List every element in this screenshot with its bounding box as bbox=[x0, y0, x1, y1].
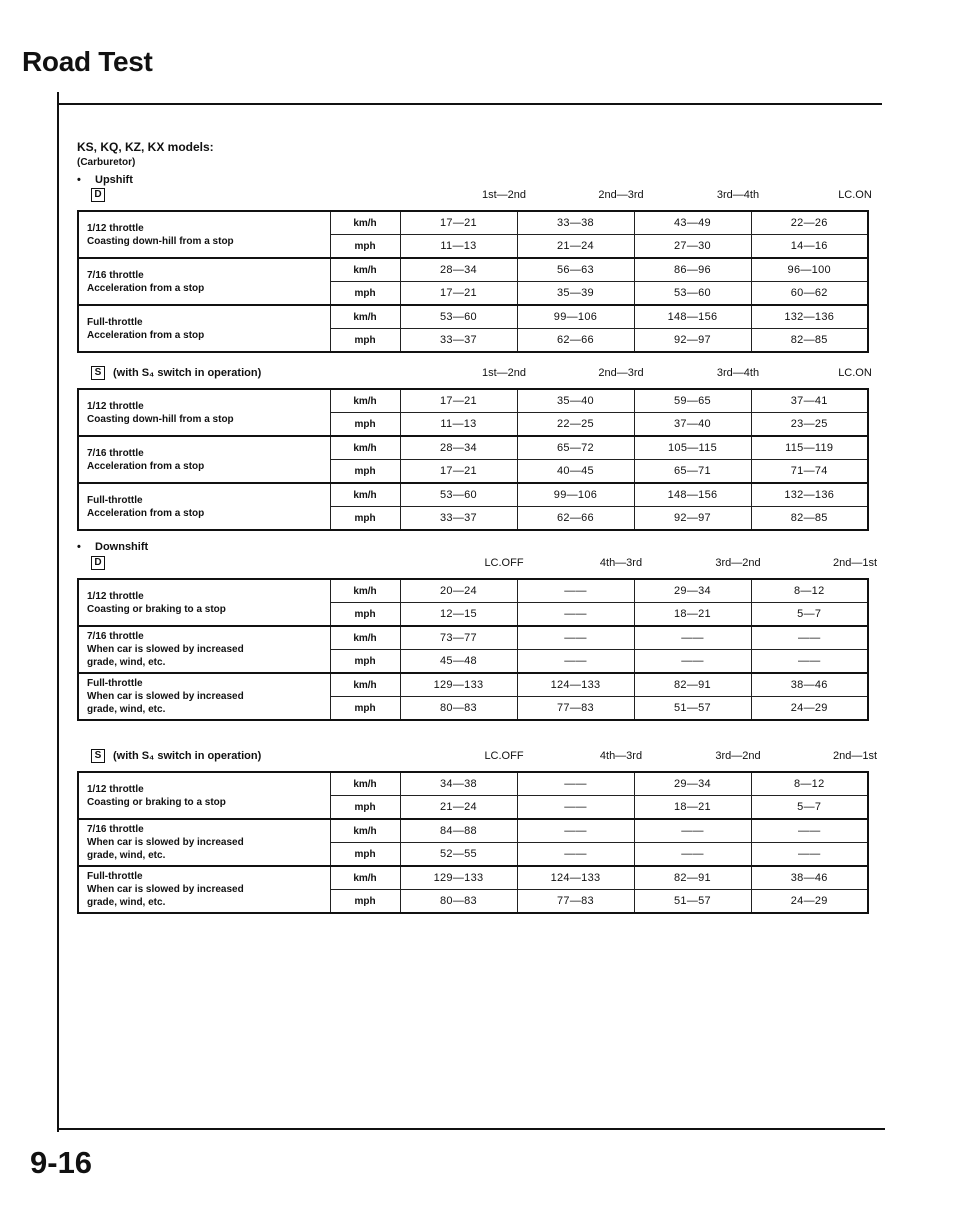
speed-value-cell: —— bbox=[751, 819, 868, 843]
speed-value-cell: 24—29 bbox=[751, 890, 868, 914]
frame-left-rule bbox=[57, 92, 59, 1132]
column-header: 3rd—4th bbox=[716, 367, 760, 379]
speed-value-cell: 17—21 bbox=[400, 282, 517, 306]
speed-value-cell: —— bbox=[517, 650, 634, 674]
column-header: 1st—2nd bbox=[481, 189, 527, 201]
table-row bbox=[78, 483, 868, 507]
speed-value-cell: —— bbox=[517, 819, 634, 843]
condition-line: When car is slowed by increased bbox=[87, 691, 244, 702]
section-header bbox=[77, 366, 877, 382]
speed-value-cell: —— bbox=[517, 579, 634, 603]
speed-value-cell: 38—46 bbox=[751, 673, 868, 697]
condition-line: grade, wind, etc. bbox=[87, 897, 166, 908]
downshift-table-s bbox=[77, 771, 869, 914]
speed-value-cell: 62—66 bbox=[517, 507, 634, 531]
speed-value-cell: 82—91 bbox=[634, 673, 751, 697]
speed-value-cell: 35—39 bbox=[517, 282, 634, 306]
unit-cell: mph bbox=[330, 796, 400, 820]
unit-cell: mph bbox=[330, 235, 400, 259]
condition-line: 1/12 throttle bbox=[87, 222, 144, 234]
condition-line: Full-throttle bbox=[87, 316, 143, 328]
unit-cell: mph bbox=[330, 843, 400, 867]
speed-value-cell: 8—12 bbox=[751, 772, 868, 796]
speed-value-cell: 24—29 bbox=[751, 697, 868, 721]
unit-cell: km/h bbox=[330, 211, 400, 235]
condition-line: When car is slowed by increased bbox=[87, 644, 244, 655]
speed-value-cell: —— bbox=[751, 843, 868, 867]
speed-value-cell: 11—13 bbox=[400, 413, 517, 437]
speed-value-cell: 22—25 bbox=[517, 413, 634, 437]
upshift-table-s bbox=[77, 388, 869, 531]
unit-cell: km/h bbox=[330, 819, 400, 843]
s-mode-icon: S bbox=[91, 749, 105, 763]
unit-cell: mph bbox=[330, 413, 400, 437]
table-row bbox=[78, 772, 868, 796]
speed-value-cell: 71—74 bbox=[751, 460, 868, 484]
column-header: LC.ON bbox=[838, 367, 872, 379]
speed-value-cell: 5—7 bbox=[751, 603, 868, 627]
frame-top-rule bbox=[57, 103, 882, 105]
frame-bottom-rule bbox=[57, 1128, 885, 1130]
unit-cell: mph bbox=[330, 329, 400, 353]
speed-value-cell: 86—96 bbox=[634, 258, 751, 282]
speed-value-cell: —— bbox=[751, 650, 868, 674]
speed-value-cell: 21—24 bbox=[517, 235, 634, 259]
table-row bbox=[78, 436, 868, 460]
downshift-label-text: Downshift bbox=[95, 541, 149, 553]
table-row bbox=[78, 866, 868, 890]
speed-value-cell: —— bbox=[517, 626, 634, 650]
unit-cell: mph bbox=[330, 507, 400, 531]
speed-value-cell: 65—71 bbox=[634, 460, 751, 484]
speed-value-cell: 99—106 bbox=[517, 305, 634, 329]
speed-value-cell: 33—38 bbox=[517, 211, 634, 235]
speed-value-cell: —— bbox=[634, 843, 751, 867]
speed-value-cell: 37—41 bbox=[751, 389, 868, 413]
speed-value-cell: —— bbox=[517, 843, 634, 867]
condition-cell bbox=[78, 626, 330, 673]
condition-line: Full-throttle bbox=[87, 494, 143, 506]
condition-cell bbox=[78, 673, 330, 720]
speed-value-cell: 11—13 bbox=[400, 235, 517, 259]
table-row bbox=[78, 579, 868, 603]
unit-cell: mph bbox=[330, 603, 400, 627]
unit-cell: mph bbox=[330, 282, 400, 306]
column-header: 4th—3rd bbox=[599, 750, 643, 762]
speed-value-cell: 53—60 bbox=[400, 305, 517, 329]
speed-value-cell: 33—37 bbox=[400, 507, 517, 531]
models-subheading: (Carburetor) bbox=[77, 157, 136, 168]
page-title: Road Test bbox=[22, 46, 153, 77]
table-row bbox=[78, 305, 868, 329]
speed-value-cell: 92—97 bbox=[634, 507, 751, 531]
s-mode-icon: S bbox=[91, 366, 105, 380]
condition-cell bbox=[78, 436, 330, 483]
speed-value-cell: 80—83 bbox=[400, 890, 517, 914]
speed-value-cell: 99—106 bbox=[517, 483, 634, 507]
condition-line: grade, wind, etc. bbox=[87, 850, 166, 861]
unit-cell: km/h bbox=[330, 258, 400, 282]
upshift-table-d bbox=[77, 210, 869, 353]
column-header: 3rd—4th bbox=[716, 189, 760, 201]
models-heading: KS, KQ, KZ, KX models: bbox=[77, 140, 214, 154]
condition-line: 7/16 throttle bbox=[87, 269, 144, 281]
section-note: (with S₄ switch in operation) bbox=[113, 367, 262, 379]
speed-value-cell: 29—34 bbox=[634, 772, 751, 796]
column-header: 1st—2nd bbox=[481, 367, 527, 379]
speed-value-cell: 62—66 bbox=[517, 329, 634, 353]
speed-value-cell: 115—119 bbox=[751, 436, 868, 460]
condition-line: Full-throttle bbox=[87, 678, 143, 689]
speed-value-cell: 53—60 bbox=[634, 282, 751, 306]
speed-value-cell: 124—133 bbox=[517, 866, 634, 890]
condition-line: 1/12 throttle bbox=[87, 590, 144, 602]
bullet: • bbox=[77, 541, 81, 553]
condition-line: When car is slowed by increased bbox=[87, 837, 244, 848]
speed-value-cell: 129—133 bbox=[400, 866, 517, 890]
unit-cell: mph bbox=[330, 890, 400, 914]
speed-value-cell: 105—115 bbox=[634, 436, 751, 460]
condition-line: Acceleration from a stop bbox=[87, 507, 205, 519]
speed-value-cell: 17—21 bbox=[400, 460, 517, 484]
condition-line: Coasting or braking to a stop bbox=[87, 796, 226, 808]
speed-value-cell: 33—37 bbox=[400, 329, 517, 353]
speed-value-cell: 23—25 bbox=[751, 413, 868, 437]
speed-value-cell: 35—40 bbox=[517, 389, 634, 413]
condition-cell bbox=[78, 258, 330, 305]
table-row bbox=[78, 819, 868, 843]
condition-cell bbox=[78, 866, 330, 913]
condition-cell bbox=[78, 819, 330, 866]
condition-line: Coasting or braking to a stop bbox=[87, 603, 226, 615]
speed-value-cell: —— bbox=[634, 626, 751, 650]
condition-cell bbox=[78, 579, 330, 626]
speed-value-cell: 14—16 bbox=[751, 235, 868, 259]
unit-cell: mph bbox=[330, 460, 400, 484]
unit-cell: km/h bbox=[330, 579, 400, 603]
unit-cell: km/h bbox=[330, 305, 400, 329]
column-header: 3rd—2nd bbox=[715, 750, 761, 762]
speed-value-cell: 51—57 bbox=[634, 697, 751, 721]
column-header: 4th—3rd bbox=[599, 557, 643, 569]
speed-value-cell: 77—83 bbox=[517, 697, 634, 721]
page-number: 9-16 bbox=[30, 1145, 93, 1180]
column-header: 2nd—3rd bbox=[598, 367, 644, 379]
downshift-label bbox=[77, 541, 148, 553]
bullet: • bbox=[77, 174, 81, 186]
condition-cell bbox=[78, 483, 330, 530]
speed-value-cell: 8—12 bbox=[751, 579, 868, 603]
speed-value-cell: 92—97 bbox=[634, 329, 751, 353]
table-row bbox=[78, 673, 868, 697]
column-header: 2nd—3rd bbox=[598, 189, 644, 201]
column-header: 3rd—2nd bbox=[715, 557, 761, 569]
speed-value-cell: 43—49 bbox=[634, 211, 751, 235]
section-header bbox=[77, 749, 877, 765]
unit-cell: km/h bbox=[330, 772, 400, 796]
condition-line: 7/16 throttle bbox=[87, 631, 144, 642]
speed-value-cell: 65—72 bbox=[517, 436, 634, 460]
section-header bbox=[77, 188, 877, 204]
condition-line: 1/12 throttle bbox=[87, 783, 144, 795]
speed-value-cell: 60—62 bbox=[751, 282, 868, 306]
speed-value-cell: —— bbox=[634, 650, 751, 674]
upshift-label bbox=[77, 174, 133, 186]
speed-value-cell: 82—91 bbox=[634, 866, 751, 890]
speed-value-cell: 56—63 bbox=[517, 258, 634, 282]
table-row bbox=[78, 389, 868, 413]
speed-value-cell: —— bbox=[517, 772, 634, 796]
speed-value-cell: 28—34 bbox=[400, 258, 517, 282]
unit-cell: mph bbox=[330, 697, 400, 721]
condition-line: grade, wind, etc. bbox=[87, 704, 166, 715]
d-mode-icon: D bbox=[91, 188, 105, 202]
speed-value-cell: —— bbox=[517, 796, 634, 820]
unit-cell: km/h bbox=[330, 436, 400, 460]
speed-value-cell: —— bbox=[751, 626, 868, 650]
speed-value-cell: 27—30 bbox=[634, 235, 751, 259]
unit-cell: km/h bbox=[330, 483, 400, 507]
speed-value-cell: 20—24 bbox=[400, 579, 517, 603]
condition-line: grade, wind, etc. bbox=[87, 657, 166, 668]
speed-value-cell: 40—45 bbox=[517, 460, 634, 484]
condition-cell bbox=[78, 305, 330, 352]
condition-line: Acceleration from a stop bbox=[87, 460, 205, 472]
condition-line: 7/16 throttle bbox=[87, 824, 144, 835]
speed-value-cell: 82—85 bbox=[751, 507, 868, 531]
speed-value-cell: 132—136 bbox=[751, 305, 868, 329]
speed-value-cell: 132—136 bbox=[751, 483, 868, 507]
condition-line: Full-throttle bbox=[87, 871, 143, 882]
condition-cell bbox=[78, 389, 330, 436]
section-header bbox=[77, 556, 877, 572]
table-row bbox=[78, 258, 868, 282]
upshift-label-text: Upshift bbox=[95, 174, 133, 186]
speed-value-cell: 18—21 bbox=[634, 796, 751, 820]
speed-value-cell: 22—26 bbox=[751, 211, 868, 235]
unit-cell: km/h bbox=[330, 626, 400, 650]
speed-value-cell: 29—34 bbox=[634, 579, 751, 603]
section-note: (with S₄ switch in operation) bbox=[113, 750, 262, 762]
speed-value-cell: 77—83 bbox=[517, 890, 634, 914]
d-mode-icon: D bbox=[91, 556, 105, 570]
condition-line: Acceleration from a stop bbox=[87, 282, 205, 294]
speed-value-cell: 12—15 bbox=[400, 603, 517, 627]
downshift-table-d bbox=[77, 578, 869, 721]
speed-value-cell: 18—21 bbox=[634, 603, 751, 627]
condition-line: When car is slowed by increased bbox=[87, 884, 244, 895]
speed-value-cell: 52—55 bbox=[400, 843, 517, 867]
speed-value-cell: —— bbox=[517, 603, 634, 627]
unit-cell: km/h bbox=[330, 389, 400, 413]
speed-value-cell: 21—24 bbox=[400, 796, 517, 820]
speed-value-cell: 17—21 bbox=[400, 211, 517, 235]
speed-value-cell: 82—85 bbox=[751, 329, 868, 353]
speed-value-cell: 124—133 bbox=[517, 673, 634, 697]
speed-value-cell: 129—133 bbox=[400, 673, 517, 697]
column-header: 2nd—1st bbox=[832, 750, 878, 762]
speed-value-cell: 37—40 bbox=[634, 413, 751, 437]
condition-line: Coasting down-hill from a stop bbox=[87, 413, 234, 425]
condition-line: 1/12 throttle bbox=[87, 400, 144, 412]
column-header: 2nd—1st bbox=[832, 557, 878, 569]
speed-value-cell: 28—34 bbox=[400, 436, 517, 460]
speed-value-cell: 17—21 bbox=[400, 389, 517, 413]
table-row bbox=[78, 626, 868, 650]
speed-value-cell: 148—156 bbox=[634, 483, 751, 507]
condition-cell bbox=[78, 772, 330, 819]
column-header: LC.OFF bbox=[484, 557, 524, 569]
speed-value-cell: 96—100 bbox=[751, 258, 868, 282]
column-header: LC.ON bbox=[838, 189, 872, 201]
speed-value-cell: 38—46 bbox=[751, 866, 868, 890]
condition-line: Coasting down-hill from a stop bbox=[87, 235, 234, 247]
speed-value-cell: 53—60 bbox=[400, 483, 517, 507]
condition-line: Acceleration from a stop bbox=[87, 329, 205, 341]
column-header: LC.OFF bbox=[484, 750, 524, 762]
speed-value-cell: —— bbox=[634, 819, 751, 843]
speed-value-cell: 34—38 bbox=[400, 772, 517, 796]
unit-cell: mph bbox=[330, 650, 400, 674]
unit-cell: km/h bbox=[330, 673, 400, 697]
condition-cell bbox=[78, 211, 330, 258]
condition-line: 7/16 throttle bbox=[87, 447, 144, 459]
speed-value-cell: 80—83 bbox=[400, 697, 517, 721]
speed-value-cell: 5—7 bbox=[751, 796, 868, 820]
speed-value-cell: 59—65 bbox=[634, 389, 751, 413]
table-row bbox=[78, 211, 868, 235]
speed-value-cell: 73—77 bbox=[400, 626, 517, 650]
speed-value-cell: 51—57 bbox=[634, 890, 751, 914]
speed-value-cell: 45—48 bbox=[400, 650, 517, 674]
speed-value-cell: 84—88 bbox=[400, 819, 517, 843]
speed-value-cell: 148—156 bbox=[634, 305, 751, 329]
unit-cell: km/h bbox=[330, 866, 400, 890]
